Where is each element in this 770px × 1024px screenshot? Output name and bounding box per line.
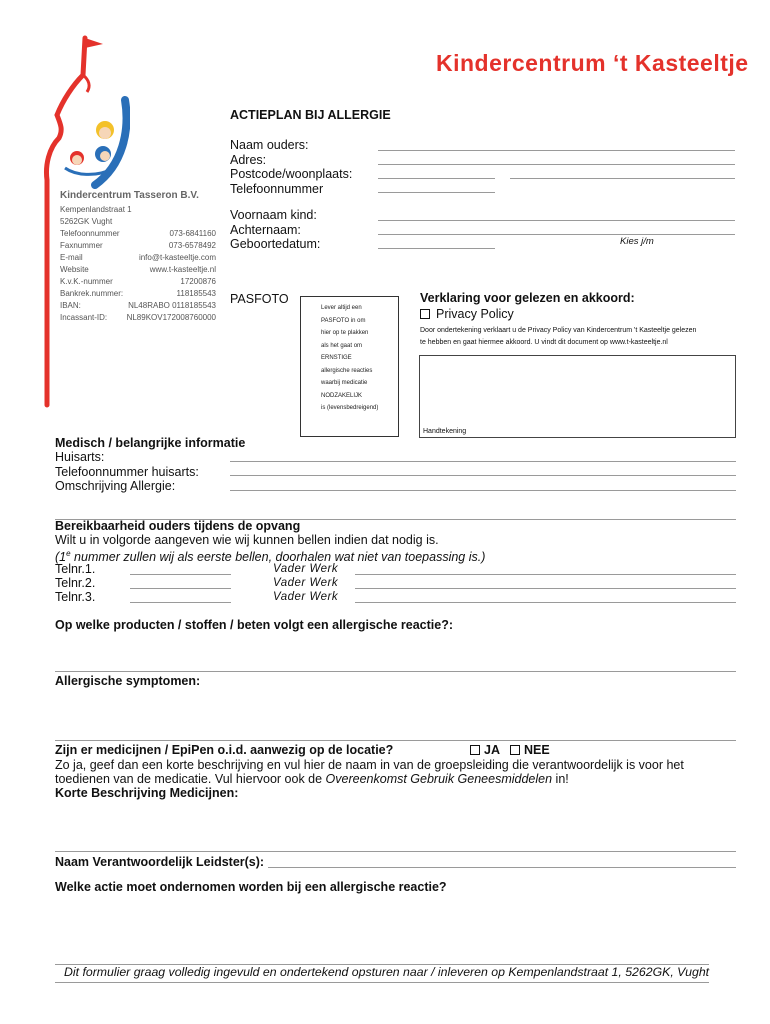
company-name: Kindercentrum Tasseron B.V.	[60, 190, 199, 201]
signature-label: Handtekening	[423, 428, 467, 435]
input-tel-huisarts[interactable]	[230, 475, 736, 476]
company-row-telefoon: Telefoonnummer 073-6841160	[60, 229, 216, 238]
input-tel-3-number[interactable]	[355, 602, 736, 603]
company-info	[60, 190, 216, 324]
symptomen-title: Allergische symptomen:	[55, 674, 201, 688]
tel-label-1: Telnr.1.	[55, 562, 96, 576]
tel-label-3: Telnr.3.	[55, 590, 96, 604]
input-voornaam[interactable]	[378, 220, 735, 221]
tel-option-3[interactable]: Vader Werk	[273, 591, 339, 603]
kies-jm-label[interactable]: Kies j/m	[620, 236, 654, 247]
tel-option-2[interactable]: Vader Werk	[273, 577, 339, 589]
medicijnen-nee-row[interactable]	[510, 743, 550, 757]
medicijnen-question: Zijn er medicijnen / EpiPen o.i.d. aanwezig op de locatie?	[55, 743, 394, 757]
field-label-adres: Adres:	[230, 152, 267, 167]
ja-label: JA	[484, 743, 500, 757]
medisch-title: Medisch / belangrijke informatie	[55, 436, 246, 450]
tel-option-1[interactable]: Vader Werk	[273, 563, 339, 575]
medisch-fields	[55, 450, 199, 494]
input-huisarts[interactable]	[230, 461, 736, 462]
input-tel-2[interactable]	[130, 588, 231, 589]
field-label-huisarts: Huisarts:	[55, 450, 105, 464]
field-label-omschrijving-allergie: Omschrijving Allergie:	[55, 479, 176, 493]
company-row-kvk: K.v.K.-nummer 17200876	[60, 277, 216, 286]
company-row-bank: Bankrek.nummer: 118185543	[60, 289, 216, 298]
input-geboortedatum[interactable]	[378, 248, 495, 249]
company-address1: Kempenlandstraat 1	[60, 205, 132, 214]
pasfoto-label: PASFOTO	[230, 292, 289, 306]
input-korte-beschrijving[interactable]	[55, 851, 736, 852]
parent-fields	[230, 138, 352, 196]
producten-title: Op welke producten / stoffen / beten volgt een allergische reactie?:	[55, 618, 454, 632]
pasfoto-box[interactable]: Lever altijd een PASFOTO in om hier op te plakken als het gaat om ERNSTIGE allergische reacties waarbij medicatie NODZAKELIJK is (levensbedreigend)	[300, 296, 399, 437]
input-telefoon[interactable]	[378, 192, 495, 193]
verklaring-text2: te hebben en gaat hiermee akkoord. U vindt dit document op www.t-kasteeltje.nl	[420, 339, 668, 346]
privacy-checkbox-row[interactable]	[420, 307, 514, 322]
input-producten[interactable]	[55, 671, 736, 672]
field-label-achternaam: Achternaam:	[230, 222, 301, 237]
input-achternaam[interactable]	[378, 234, 735, 235]
bereik-title: Bereikbaarheid ouders tijdens de opvang	[55, 519, 301, 533]
input-adres[interactable]	[378, 164, 735, 165]
company-row-email: E-mail info@t-kasteeltje.com	[60, 253, 216, 262]
footer-note: Dit formulier graag volledig ingevuld en ondertekend opsturen naar / inleveren op Kempenlandstraat 1, 5262GK, Vught	[64, 965, 710, 979]
company-row-fax: Faxnummer 073-6578492	[60, 241, 216, 250]
leidster-label: Naam Verantwoordelijk Leidster(s):	[55, 855, 265, 869]
medicijnen-ja-row[interactable]	[470, 743, 500, 757]
company-row-website: Website www.t-kasteeltje.nl	[60, 265, 216, 274]
field-label-naam-ouders: Naam ouders:	[230, 138, 309, 152]
verklaring-title: Verklaring voor gelezen en akkoord:	[420, 291, 635, 305]
korte-beschrijving-title: Korte Beschrijving Medicijnen:	[55, 786, 239, 800]
company-address2: 5262GK Vught	[60, 217, 113, 226]
privacy-label: Privacy Policy	[436, 307, 514, 321]
input-tel-1[interactable]	[130, 574, 231, 575]
input-tel-2-number[interactable]	[355, 588, 736, 589]
company-row-iban: IBAN: NL48RABO 0118185543	[60, 301, 216, 310]
field-label-tel-huisarts: Telefoonnummer huisarts:	[55, 464, 199, 479]
field-label-voornaam: Voornaam kind:	[230, 208, 317, 222]
nee-label: NEE	[524, 743, 550, 757]
company-row-incassant: Incassant-ID: NL89KOV172008760000	[60, 313, 216, 322]
field-label-telefoon: Telefoonnummer	[230, 181, 324, 196]
footer-line	[55, 982, 709, 983]
field-label-geboortedatum: Geboortedatum:	[230, 237, 321, 251]
bereik-line2: (1e nummer zullen wij als eerste bellen, doorhalen wat niet van toepassing is.)	[55, 549, 486, 565]
input-woonplaats[interactable]	[510, 178, 735, 179]
input-tel-3[interactable]	[130, 602, 231, 603]
signature-box[interactable]	[419, 355, 736, 438]
brand-name: Kindercentrum ‘t Kasteeltje	[436, 50, 749, 76]
verklaring-text1: Door ondertekening verklaart u de Privacy Policy van Kindercentrum 't Kasteeltje gelezen	[420, 327, 697, 334]
input-leidster[interactable]	[268, 867, 736, 868]
privacy-checkbox[interactable]	[420, 309, 430, 319]
input-postcode[interactable]	[378, 178, 495, 179]
actie-title: Welke actie moet ondernomen worden bij een allergische reactie?	[55, 880, 447, 894]
ja-checkbox[interactable]	[470, 745, 480, 755]
bereik-line1: Wilt u in volgorde aangeven wie wij kunnen bellen indien dat nodig is.	[55, 533, 439, 547]
medicijnen-text2: toedienen van de medicatie. Vul hiervoor ook de Overeenkomst Gebruik Geneesmiddelen in!	[55, 772, 569, 786]
input-symptomen[interactable]	[55, 740, 736, 741]
medicijnen-text1: Zo ja, geef dan een korte beschrijving en vul hier de naam in van de groepsleiding die verantwoordelijk is voor het	[55, 758, 684, 772]
input-naam-ouders[interactable]	[378, 150, 735, 151]
nee-checkbox[interactable]	[510, 745, 520, 755]
page-title: ACTIEPLAN BIJ ALLERGIE	[230, 108, 391, 122]
tel-label-2: Telnr.2.	[55, 576, 96, 590]
input-tel-1-number[interactable]	[355, 574, 736, 575]
input-omschrijving-allergie[interactable]	[230, 490, 736, 491]
field-label-postcode: Postcode/woonplaats:	[230, 167, 353, 181]
child-fields	[230, 208, 320, 252]
